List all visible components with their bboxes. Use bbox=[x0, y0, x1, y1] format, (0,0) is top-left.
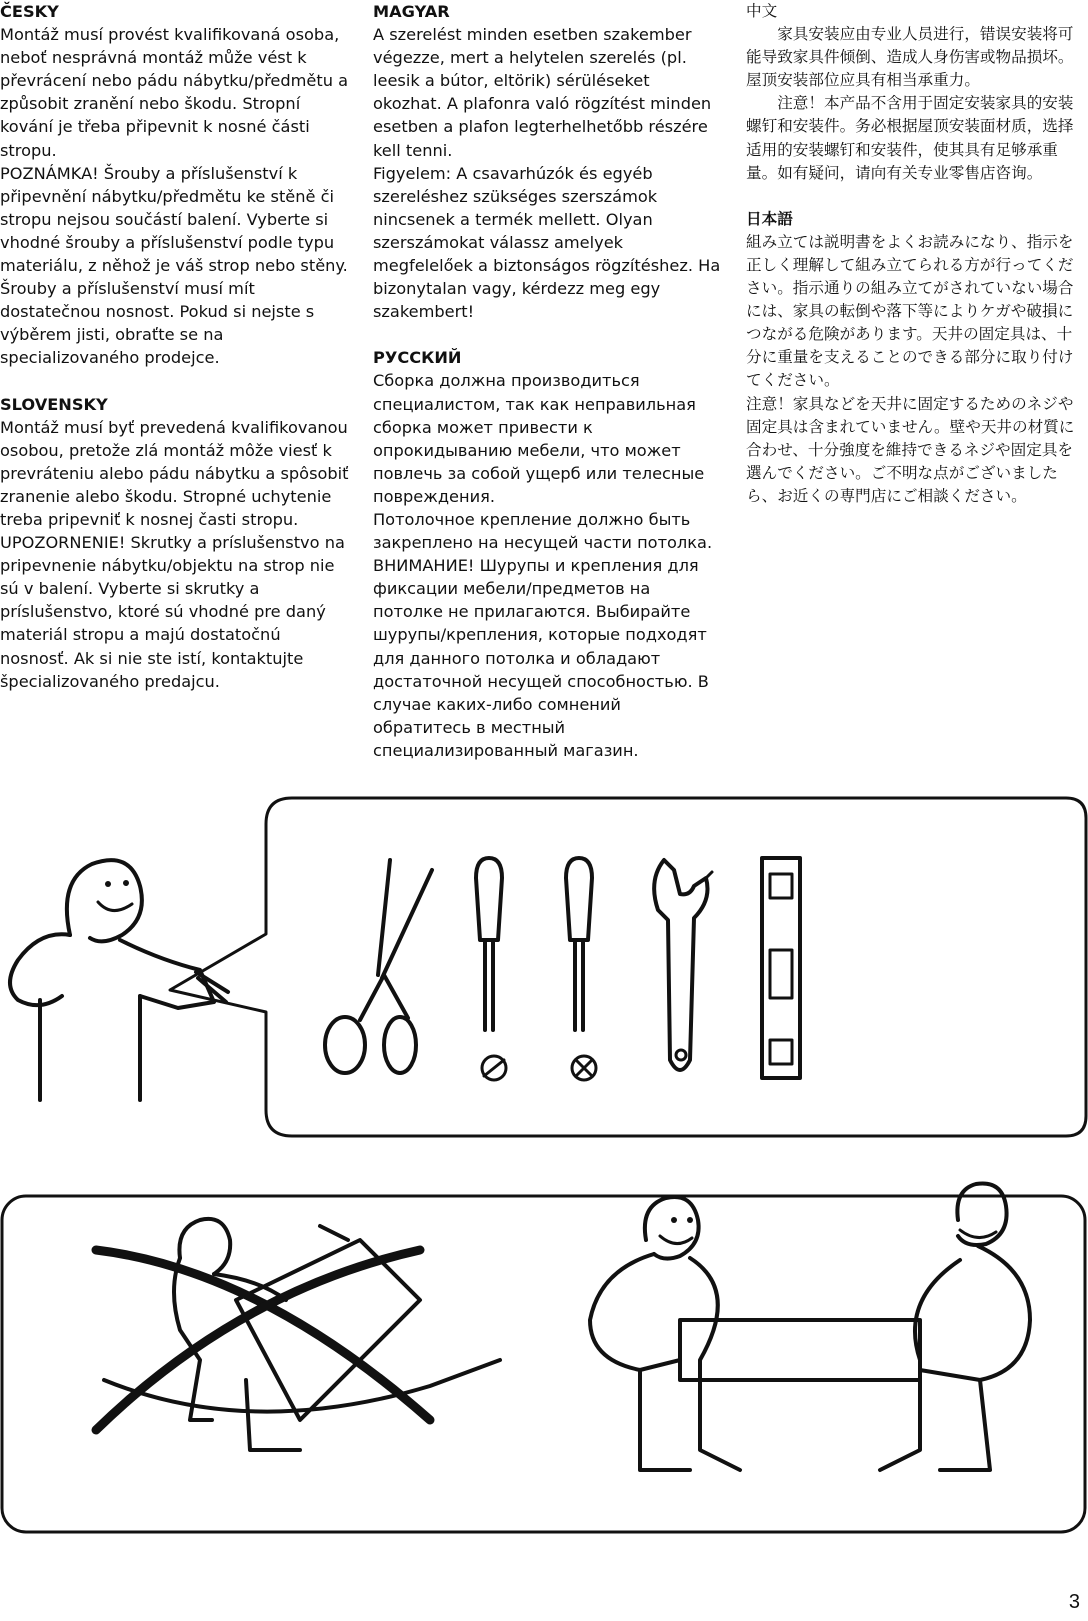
section-heading: SLOVENSKY bbox=[0, 394, 108, 414]
page-number: 3 bbox=[1068, 1591, 1080, 1613]
section-paragraph: Потолочное крепление должно быть закреплено на несущей части потолка. ВНИМАНИЕ! Шурупы и крепления для фиксации мебели/предметов на потолке не прилагаются. Выбирайте шурупы/крепления, которые подходят для данного потолка и обладают достаточной несущей способностью. В случае каких-либо сомнений обратитесь в местный специализированный магазин. bbox=[373, 509, 718, 760]
section-paragraph: Montáž musí provést kvalifikovaná osoba, neboť nesprávná montáž může vést k převrácení nebo pádu nábytku/předmětu a způsobit zranění nebo škodu. Stropní kování je třeba připevnit k nosné části stropu. bbox=[0, 25, 354, 160]
tools-speech-bubble bbox=[170, 798, 1086, 1136]
section-paragraph: Figyelem: A csavarhúzók és egyéb szereléshez szükséges szerszámok nincsenek a termék mellett. Olyan szerszámokat válassz amelyek megfelelőek a biztonságos rögzítéshez. Ha bizonytalan vagy, kérdezz meg egy szakembert! bbox=[373, 163, 726, 322]
adjustable-wrench-icon bbox=[654, 860, 712, 1070]
flat-screwdriver-icon bbox=[476, 858, 506, 1080]
section-paragraph: UPOZORNENIE! Skrutky a príslušenstvo na pripevnenie nábytku/objektu na strop nie sú v balení. Vyberte si skrutky a príslušenstvo, ktoré sú vhodné pre daný materiál stropu a majú dostatočnú nosnosť. Ak si nie ste istí, kontaktujte špecializovaného predajcu. bbox=[0, 533, 351, 691]
bubble-outline bbox=[170, 798, 1086, 1136]
section-paragraph: Сборка должна производиться специалистом, так как неправильная сборка может привести к опрокидыванию мебели, что может повлечь за собой ущерб или телесные повреждения. bbox=[373, 371, 710, 506]
two-people-lifting-icon bbox=[590, 1183, 1030, 1470]
instructor-figure-icon bbox=[10, 860, 228, 1100]
bottom-panel bbox=[2, 1196, 1085, 1532]
section-paragraph: 組み立ては説明書をよくお読みになり、指示を正しく理解して組み立てられる方が行ってください。指示通りの組み立てがされていない場合には、家具の転倒や落下等によりケガや破損につながる危険があります。天井の固定具は、十分に重量を支えることのできる部分に取り付けてください。 bbox=[746, 232, 1074, 390]
section-heading: ČESKY bbox=[0, 2, 59, 21]
section-paragraph: Montáž musí byť prevedená kvalifikovanou osobou, pretože zlá montáž môže viesť k prevráteniu alebo pádu nábytku a spôsobiť zranenie alebo škodu. Stropné uchytenie treba pripevniť k nosnej časti stropu. bbox=[0, 417, 354, 529]
scissors-icon bbox=[325, 860, 432, 1073]
section-paragraph: POZNÁMKA! Šrouby a příslušenství k připevnění nábytku/předmětu ke stěně či stropu nejsou součástí balení. Vyberte si vhodné šrouby a příslušenství podle typu materiálu, z něhož je váš strop nebo stěny. Šrouby a příslušenství musí mít dostatečnou nosnost. Pokud si nejste s výběrem jisti, obraťte se na specializovaného prodejce. bbox=[0, 163, 353, 368]
section-heading: MAGYAR bbox=[373, 2, 450, 21]
section-heading: 日本語 bbox=[746, 209, 793, 228]
phillips-screwdriver-icon bbox=[566, 858, 596, 1080]
section-paragraph: 家具安装应由专业人员进行，错误安装将可能导致家具件倾倒、造成人身伤害或物品损坏。屋顶安装部位应具有相当承重力。 bbox=[746, 25, 1074, 90]
section-paragraph: 注意！本产品不含用于固定安装家具的安装螺钉和安装件。务必根据屋顶安装面材质，选择适用的安装螺钉和安装件，使其具有足够承重量。如有疑问，请向有关专业零售店咨询。 bbox=[746, 94, 1074, 182]
spirit-level-icon bbox=[762, 858, 800, 1078]
section-heading: 中文 bbox=[746, 2, 778, 20]
section-paragraph: A szerelést minden esetben szakember végezze, mert a helytelen szerelés (pl. leesik a bútor, eltörik) sérüléseket okozhat. A plafonra való rögzítést minden esetben a plafon legterhelhetőbb részére kell tenni. bbox=[373, 25, 717, 160]
lifting-alone-figure-icon bbox=[104, 1219, 500, 1450]
section-heading: РУССКИЙ bbox=[373, 348, 462, 368]
section-paragraph: 注意！家具などを天井に固定するためのネジや固定具は含まれていません。壁や天井の材質に合わせ、十分強度を維持できるネジや固定具を選んでください。ご不明な点がございましたら、お近くの専門店にご相談ください。 bbox=[746, 394, 1075, 505]
